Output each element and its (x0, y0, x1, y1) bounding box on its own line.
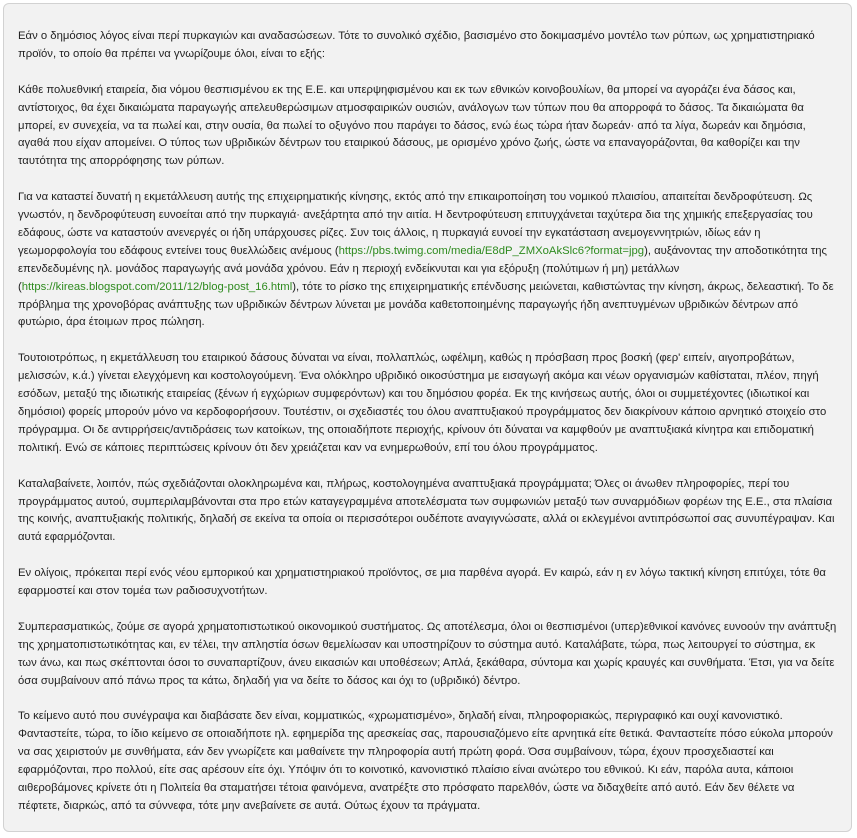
paragraph-closing: Το κείμενο αυτό που συνέγραψα και διαβάσατε δεν είναι, κομματικώς, «χρωματισμένο», δηλαδή είναι, πληροφοριακώς, περιγραφικό και ουχί κανονιστικό. Φανταστείτε, τώρα, το ίδιο κείμενο σε οποιαδήποτε ηλ. εφημερίδα της αρεσκείας σας, παρουσιαζόμενο είτε αρνητικά είτε θετικά. Φανταστείτε πόσο εύκολα μπορούν να σας χειριστούν με συνθήματα, εάν δεν γνωρίζετε και μαθαίνετε την πληροφορία αυτή πρώτη φορά. Όσα συμβαίνουν, τώρα, έχουν προσχεδιαστεί και εφαρμόζονται, προ πολλού, είτε σας αρέσουν είτε όχι. Υπόψιν ότι το κοινοτικό, κανονιστικό πλαίσιο είναι ανώτερο του εθνικού. Κι εάν, παρόλα αυτα, κάποιοι αιθεροβάμονες κρίνετε ότι η Πολιτεία θα σταματήσει τέτοια φαινόμενα, ανατρέξτε στο πρόσφατο παρελθόν, ώστε να διδαχθείτε από αυτό. Εάν δεν θέλετε να πέφτετε, διαρκώς, από τα σύννεφα, τότε μην ανεβαίνετε σε αυτά. Ούτως έχουν τα πράγματα. (18, 710, 833, 812)
twitter-image-link[interactable]: https://pbs.twimg.com/media/E8dP_ZMXoAkSlc6?format=jpg (338, 244, 645, 257)
post-container (3, 3, 852, 832)
paragraph-intro: Εάν ο δημόσιος λόγος είναι περί πυρκαγιών και αναδασώσεων. Τότε το συνολικό σχέδιο, βασισμένο στο δοκιμασμένο μοντέλο των ρύπων, ως χρηματιστηριακό προϊόν, το οποίο θα πρέπει να γνωρίζουμε όλοι, είναι το εξής: (18, 30, 815, 60)
paragraph-conclusion: Συμπερασματικώς, ζούμε σε αγορά χρηματοπιστωτικού οικονομικού συστήματος. Ως αποτέλεσμα, όλοι οι θεσπισμένοι (υπερ)εθνικοί κανόνες ευνοούν την ανάπτυξη της χρηματοπιστωτικότητας και, εν τέλει, την απληστία όσων θεμελίωσαν και υποστηρίζουν το σύστημα αυτό. Καταλάβατε, τώρα, πως λειτουργεί το σύστημα, εκ των άνω, και πως σκέπτονται όσοι το συναπαρτίζουν, άνευ εικασιών και υποθέσεων; Απλά, ξεκάθαρα, σύντομα και χωρίς κραυγές και συνθήματα. Έτσι, για να δείτε όσα συμβαίνουν από πάνω προς τα κάτω, δηλαδή για να δείτε το δάσος και όχι το (υβριδικό) δέντρο. (18, 620, 837, 687)
paragraph-corporate-forest: Κάθε πολυεθνική εταιρεία, δια νόμου θεσπισμένου εκ της Ε.Ε. και υπερψηφισμένου και εκ των εθνικών κοινοβουλίων, θα μπορεί να αγοράζει ένα δάσος και, αντίστοιχος, θα έχει δικαιώματα παραγωγής απελευθερώσιμων ατμοσφαιρικών ουσιών, ανάλογων των τύπων που θα απορροφά το δάσος. Τα δικαιώματα θα μπορεί, εν συνεχεία, να τα πωλεί και, στην ουσία, θα πωλεί το οξυγόνο που παράγει το δάσος, ενώ έως τώρα ήταν δωρεάν· από τα λίγα, δωρεάν και δημόσια, αγαθά που είχαν απομείνει. Ο τύπος των υβριδικών δέντρων του εταιρικού δάσους, με ορισμένο χρόνο ζωής, ώστε να επαναγοράζονται, θα καθορίζει και την ταυτότητα της απορρόφησης των ρύπων. (18, 83, 806, 168)
paragraph-text: Για να καταστεί δυνατή η εκμετάλλευση αυτής της επιχειρηματικής κίνησης, εκτός από την επικαιροποίηση του νομικού πλαισίου, απαιτείται δενδροφύτευση. Ως γνωστόν, η δενδροφύτευση ευνοείται από την πυρκαγιά· ανεξάρτητα από την αιτία. Η δεντροφύτευση επιτυγχάνεται ταχύτερα δια της χημικής επεξεργασίας του εδάφους, ώστε να καταστούν ανενεργές οι ήδη υπάρχουσες ρίζες. Συν τοις άλλοις, η πυρκαγιά ευνοεί την εγκατάσταση ανεμογεννητριών, ιδίως εάν η γεωμορφολογία του εδάφους εντείνει τους θυελλώδεις ανέμους ( (18, 191, 813, 257)
paragraph-text: ), τότε το ρίσκο της επιχειρηματικής επένδυσης μειώνεται, καθιστώντας την κίνηση, άκρως, δελεαστική. Το δε πρόβλημα της χρονοβόρας ανάπτυξης των υβριδικών δέντρων λύνεται με μονάδα καθετοποιημένης παραγωγής ήδη ανεπτυγμένων υβριδικών δέντρων από φυτώριο, άρα έτοιμων προς πώληση. (18, 280, 834, 329)
paragraph-programs: Καταλαβαίνετε, λοιπόν, πώς σχεδιάζονται ολοκληρωμένα και, πλήρως, κοστολογημένα αναπτυξιακά προγράμματα; Όλες οι άνωθεν πληροφορίες, περί του προγράμματος αυτού, συμπεριλαμβάνονται στα προ ετών καταγεγραμμένα αποτελέσματα των συμφωνιών μεταξύ των συναρμόδιων φορέων της Ε.Ε., στα πλαίσια της κοινής, αναπτυξιακής πολιτικής, δηλαδή σε εκείνα τα οποία οι περισσότεροι ουδέποτε αναγιγνώσατε, αλλά οι εκλεγμένοι αντιπρόσωποί σας συνυπέγραψαν. Και αυτά εφαρμόζονται. (18, 477, 835, 544)
paragraph-text: ), αυξάνοντας την αποδοτικότητα της επενδεδυμένης ηλ. μονάδος παραγωγής ανά μονάδα χρόνου. Εάν η περιοχή ενδείκνυται και για εξόρυξη (πολύτιμων ή μη) μετάλλων ( (18, 244, 827, 293)
paragraph-exploitation: Τουτοιοτρόπως, η εκμετάλλευση του εταιρικού δάσους δύναται να είναι, πολλαπλώς, ωφέλιμη, καθώς η πρόσβαση προς βοσκή (φερ' ειπείν, αιγοπροβάτων, μελισσών, κ.ά.) γίνεται ελεγχόμενη και κοστολογούμενη. Ένα ολόκληρο υβριδικό οικοσύστημα με εισαγωγή ακόμα και νέων οργανισμών καθίσταται, πλέον, πηγή εσόδων, μεταξύ της ιδιωτικής εταιρείας (ξένων ή εγχώριων συμφερόντων) και του δημόσιου φορέα. Εκ της κινήσεως αυτής, όλοι οι συμμετέχοντες (ιδιωτικοί και δημόσιοι) φορείς μπορούν μόνο να κερδοφορήσουν. Τουτέστιν, οι σχεδιαστές του όλου αναπτυξιακού προγράμματος δεν διακρίνουν κάποιο αρνητικό στοιχείο στο πρόγραμμα. Οι δε αντιρρήσεις/αντιδράσεις των κατοίκων, της οποιαδήποτε περιοχής, κρίνουν ότι δύναται να καμφθούν με αναπτυξιακά κίνητρα και επιδοματική πολιτική. Ενώ σε κάποιες περιπτώσεις κρίνουν ότι δεν χρειάζεται καν να ενημερωθούν, επί του όλου προγράμματος. (18, 352, 827, 454)
paragraph-summary: Εν ολίγοις, πρόκειται περί ενός νέου εμπορικού και χρηματιστηριακού προϊόντος, σε μια παρθένα αγορά. Εν καιρώ, εάν η εν λόγω τακτική κίνηση επιτύχει, τότε θα εφαρμοστεί και στον τομέα των ραδιοσυχνοτήτων. (18, 567, 826, 598)
paragraph-reforestation (18, 189, 837, 332)
post-body (18, 28, 837, 816)
blog-post-link[interactable]: https://kireas.blogspot.com/2011/12/blog-post_16.html (21, 280, 293, 293)
